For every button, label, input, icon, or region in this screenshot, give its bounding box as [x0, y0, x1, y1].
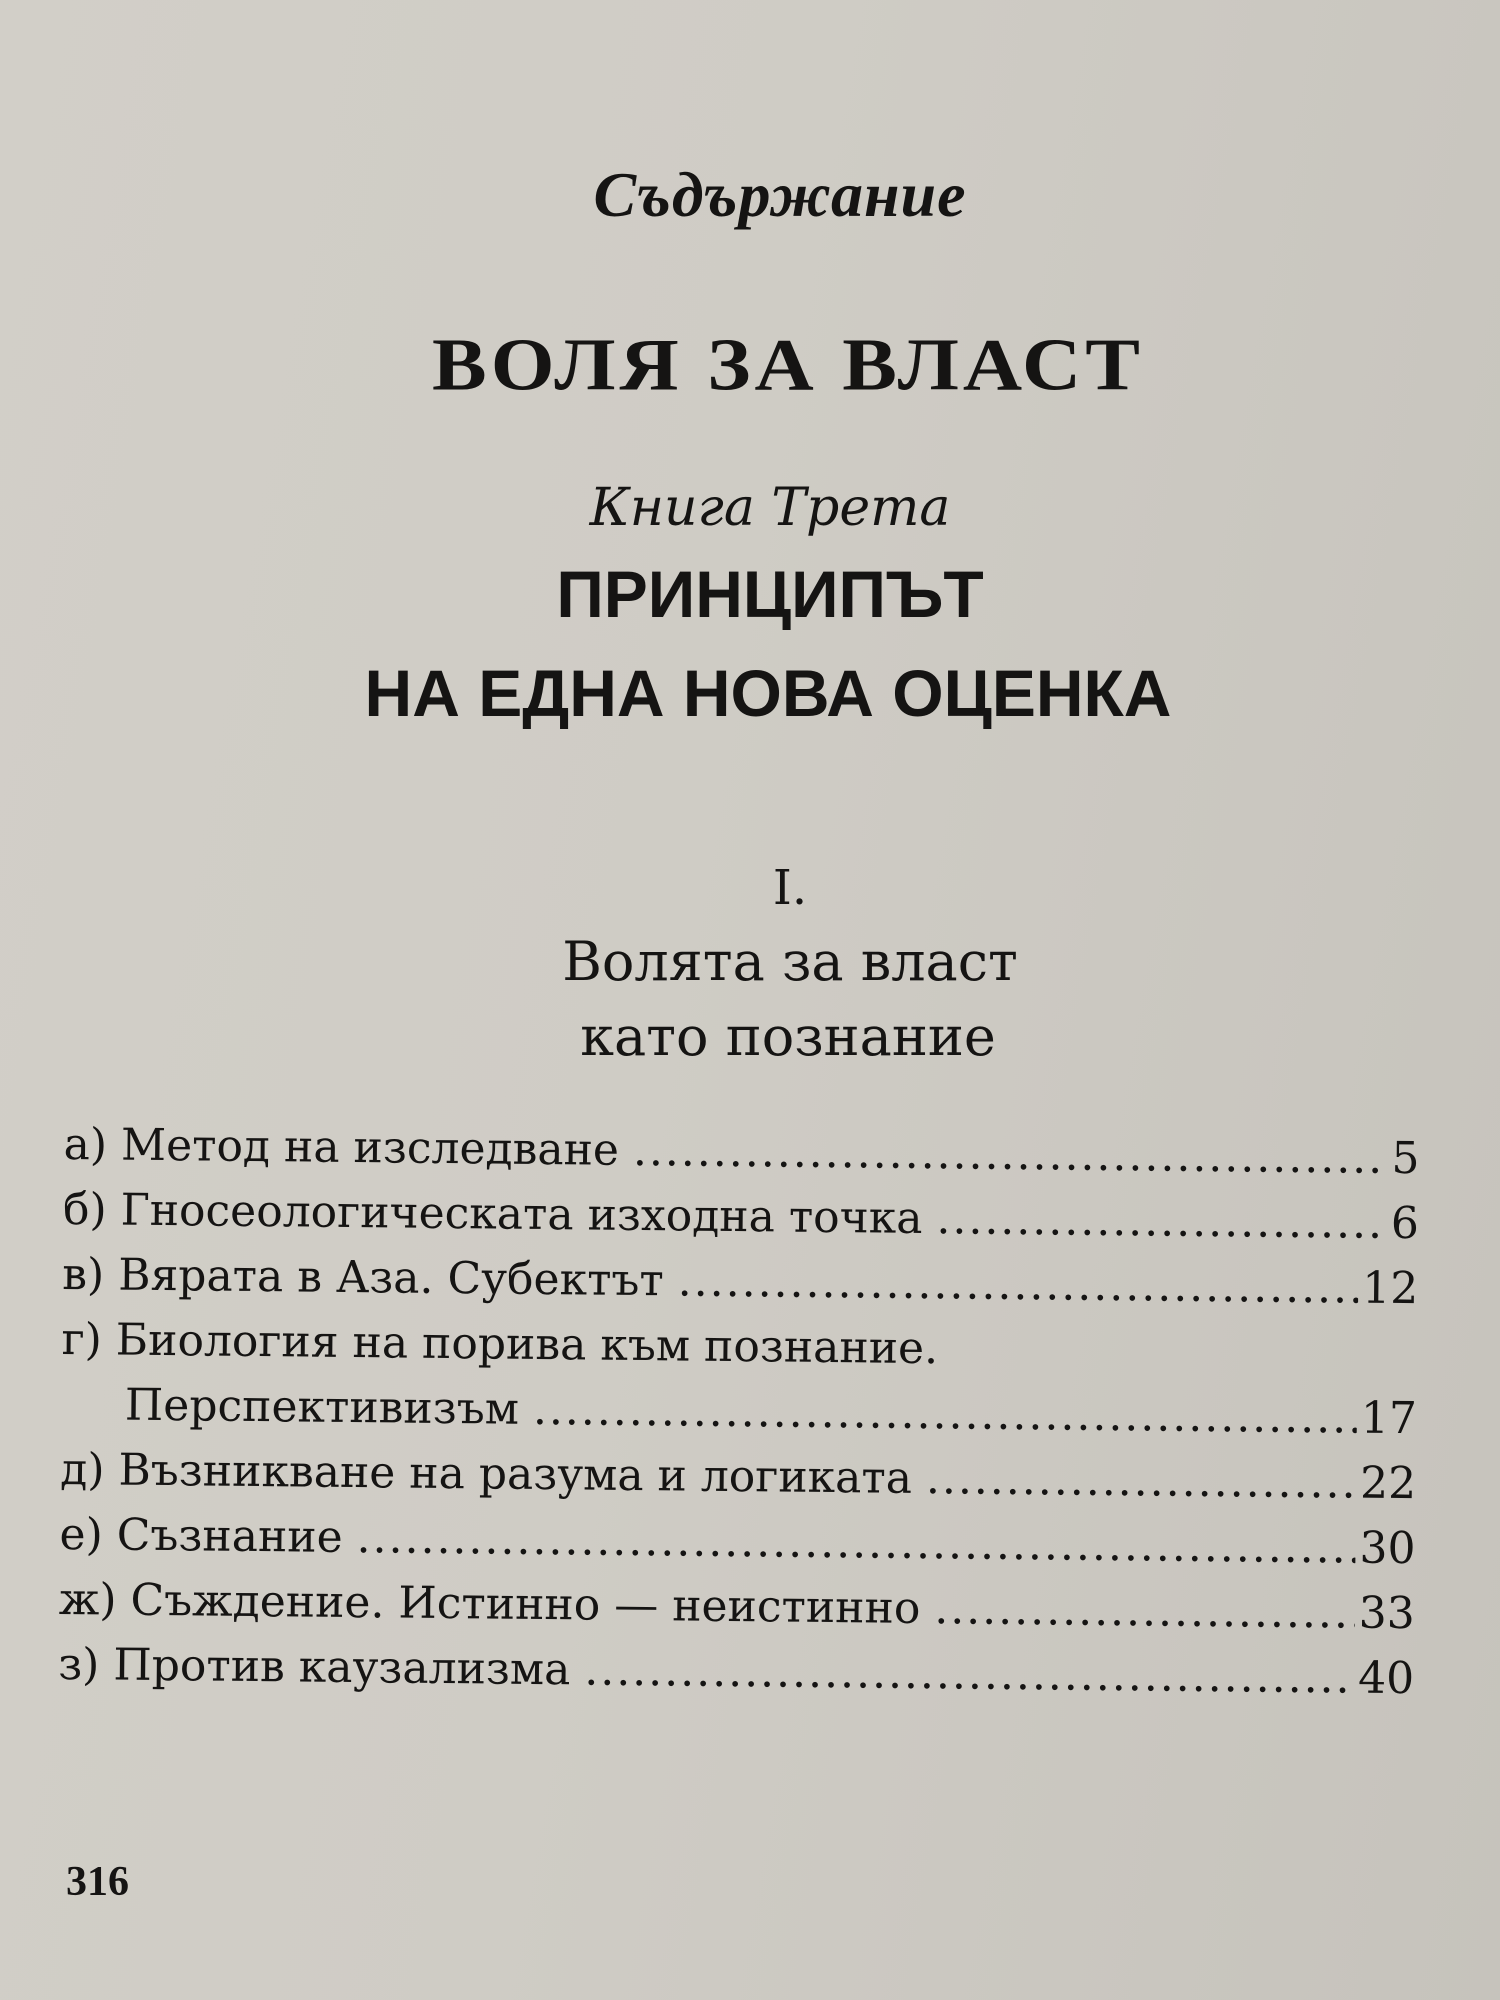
part-title-line-1: Волята за власт: [562, 930, 1018, 993]
toc-entry-page: 12: [1361, 1262, 1419, 1315]
dot-leader: [356, 1505, 1356, 1580]
toc-entry-page: 30: [1359, 1522, 1416, 1575]
part-title-line-2: като познание: [580, 1005, 996, 1068]
toc-entry-page: 40: [1357, 1652, 1415, 1705]
toc-entry-page: 33: [1358, 1587, 1416, 1640]
dot-leader: [677, 1248, 1358, 1320]
dot-leader: [633, 1118, 1380, 1191]
toc-entry: [58, 1632, 1415, 1711]
toc-entry-title: д) Възникване на разума и логиката: [59, 1443, 913, 1504]
toc-entry-page: 5: [1391, 1132, 1420, 1185]
toc-entry-page: 6: [1390, 1197, 1420, 1250]
toc-entry-page: 17: [1360, 1392, 1418, 1445]
book-title-line-1: ПРИНЦИПЪТ: [556, 557, 984, 631]
part-number: I.: [772, 860, 808, 916]
toc-entry-title: б) Гносеологическата изходна точка: [62, 1183, 923, 1244]
toc-entry-title: а) Метод на изследване: [63, 1118, 620, 1176]
dot-leader: [584, 1637, 1354, 1710]
toc-entry-page: 22: [1359, 1457, 1417, 1510]
dot-leader: [533, 1377, 1358, 1451]
toc-entry-title: е) Съзнание: [59, 1508, 343, 1563]
toc-entry-title: в) Вярата в Аза. Субектът: [62, 1248, 665, 1307]
toc-entry-title-continuation: Перспективизъм: [124, 1379, 520, 1435]
page-number: 316: [66, 1859, 129, 1905]
dot-leader: [926, 1446, 1357, 1516]
book-title-line-2: НА ЕДНА НОВА ОЦЕНКА: [364, 656, 1172, 730]
table-of-contents: [58, 1112, 1420, 1711]
toc-entry-title: з) Против каузализма: [57, 1638, 571, 1696]
book-label: Книга Трета: [589, 478, 951, 538]
contents-heading: Съдържание: [593, 159, 967, 230]
dot-leader: [936, 1186, 1379, 1256]
toc-entry-title: г) Биология на порива към познание.: [61, 1313, 939, 1375]
toc-entry-title: ж) Съждение. Истинно — неистинно: [58, 1573, 921, 1634]
dot-leader: [934, 1576, 1355, 1645]
series-title: ВОЛЯ ЗА ВЛАСТ: [432, 323, 1144, 406]
